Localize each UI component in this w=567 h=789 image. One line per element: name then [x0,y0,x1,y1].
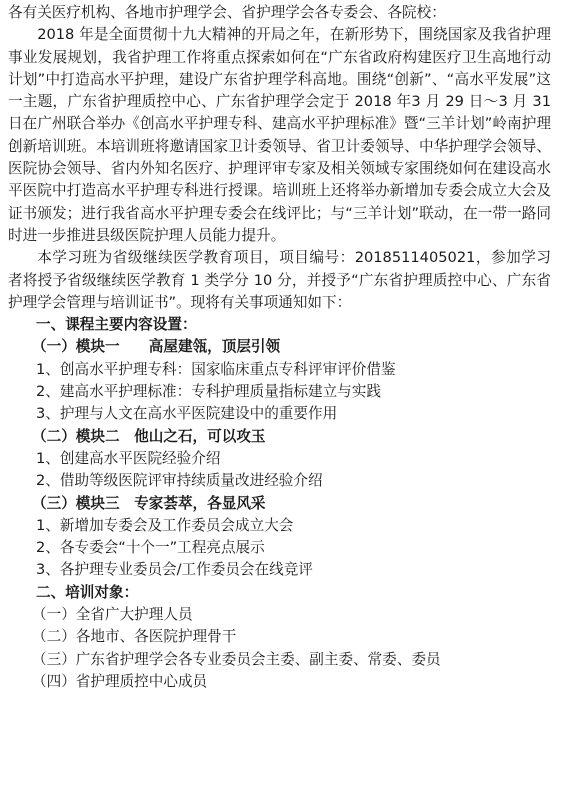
credit-paragraph-block [8,247,551,314]
section-heading-courses: 一、课程主要内容设置： [36,316,197,334]
audience-item: （四）省护理质控中心成员 [32,672,208,690]
audience-item: （二）各地市、各医院护理骨干 [32,628,237,646]
audience-item: （一）全省广大护理人员 [32,606,193,624]
module3-item: 2、各专委会“十个一”工程亮点展示 [36,539,265,557]
module1-item: 2、建高水平护理标准：专科护理质量指标建立与实践 [36,383,381,401]
credit-paragraph: 本学习班为省级继续医学教育项目，项目编号：2018511405021，参加学习者将授予省级继续医学教育 1 类学分 10 分，并授予“广东省护理质控中心、广东省护理学会管理与培训证书”。现将有关事项通知如下： [8,249,551,311]
section-heading-audience: 二、培训对象： [36,583,139,601]
module1-heading: （一）模块一 高屋建瓴，顶层引领 [32,338,281,356]
module2-item: 2、借助等级医院评审持续质量改进经验介绍 [36,472,323,490]
module3-heading: （三）模块三 专家荟萃，各显风采 [32,494,266,512]
module3-item: 1、新增加专委会及工作委员会成立大会 [36,516,294,534]
salutation: 各有关医疗机构、各地市护理学会、省护理学会各专委会、各院校： [8,4,446,21]
intro-paragraph-block [8,24,551,247]
module3-item: 3、各护理专业委员会/工作委员会在线竞评 [36,561,313,579]
module1-item: 3、护理与人文在高水平医院建设中的重要作用 [36,405,338,423]
module1-item: 1、创高水平护理专科：国家临床重点专科评审评价借鉴 [36,360,396,378]
module2-heading: （二）模块二 他山之石，可以攻玉 [32,427,266,445]
intro-paragraph: 2018 年是全面贯彻十九大精神的开局之年，在新形势下，围绕国家及我省护理事业发展规划，我省护理工作将重点探索如何在“广东省政府构建医疗卫生高地行动计划”中打造高水平护理，建设广东省护理学科高地。围绕“创新”、“高水平发展”这一主题，广东省护理质控中心、广东省护理学会定于 2018 年3 月 29 日～3 月 31 日在广州联合举办《创高水平护理专科、建高水平护理标准》暨“三羊计划”岭南护理创新培训班。本培训班将邀请国家卫计委领导、省卫计委领导、中华护理学会领导、医院协会领导、省内外知名医疗、护理评审专家及相关领域专家围绕如何在建设高水平医院中打造高水平护理专科进行授课。培训班上还将举办新增加专委会成立大会及证书颁发；进行我省高水平护理专委会在线评比；与“三羊计划”联动，在一带一路同时进一步推进县级医院护理人员能力提升。 [8,26,551,244]
module2-item: 1、创建高水平医院经验介绍 [36,449,221,467]
audience-item: （三）广东省护理学会各专业委员会主委、副主委、常委、委员 [32,650,441,668]
